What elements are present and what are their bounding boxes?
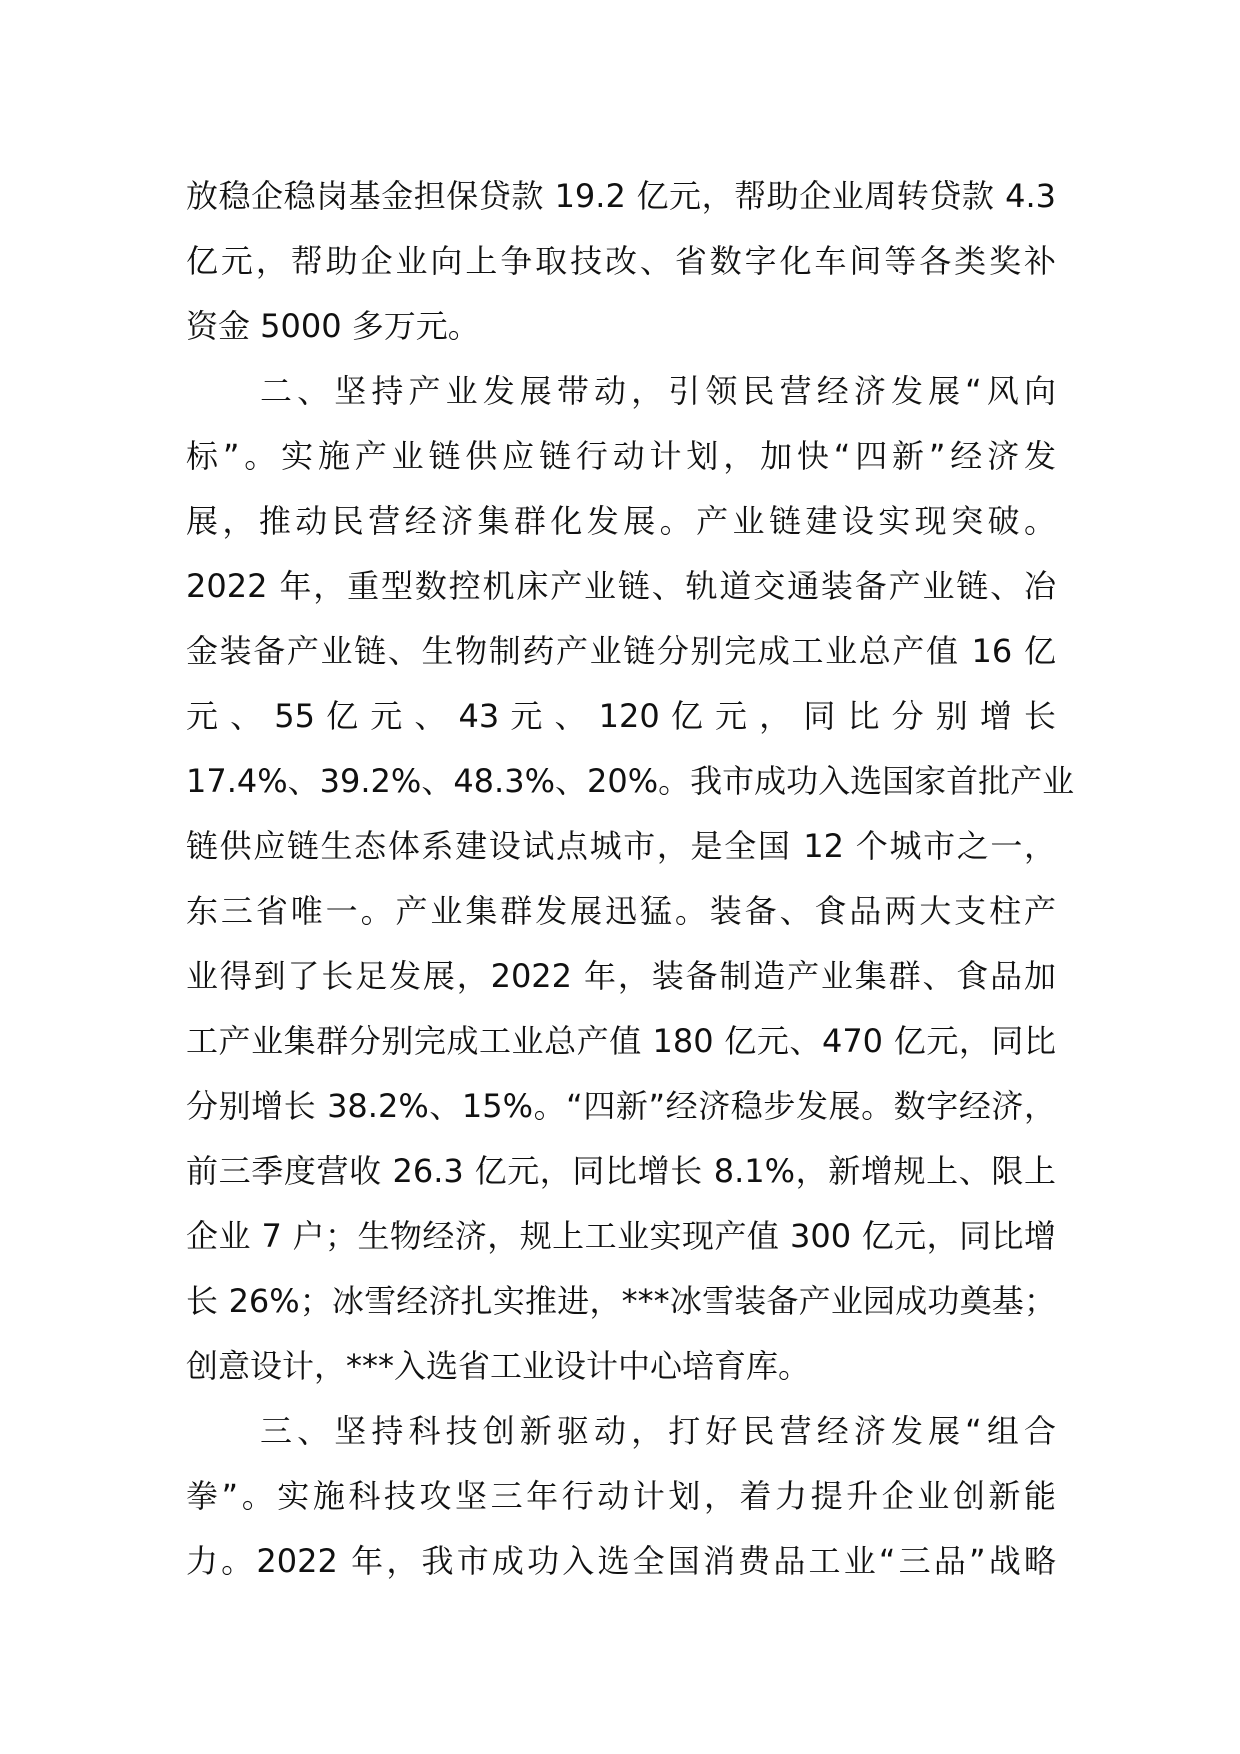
text-line-1: 放稳企稳岗基金担保贷款 19.2 亿元，帮助企业周转贷款 4.3 xyxy=(186,177,1056,215)
text-line-22: 力。2022 年，我市成功入选全国消费品工业“三品”战略 xyxy=(186,1542,1056,1580)
text-line-5: 标”。实施产业链供应链行动计划，加快“四新”经济发 xyxy=(186,437,1056,475)
text-line-13: 业得到了长足发展，2022 年，装备制造产业集群、食品加 xyxy=(186,957,1056,995)
text-line-18: 长 26%；冰雪经济扎实推进，***冰雪装备产业园成功奠基； xyxy=(186,1282,1056,1320)
text-line-12: 东三省唯一。产业集群发展迅猛。装备、食品两大支柱产 xyxy=(186,892,1056,930)
text-line-8: 金装备产业链、生物制药产业链分别完成工业总产值 16 亿 xyxy=(186,632,1056,670)
text-line-7: 2022 年，重型数控机床产业链、轨道交通装备产业链、冶 xyxy=(186,567,1056,605)
text-line-15: 分别增长 38.2%、15%。“四新”经济稳步发展。数字经济， xyxy=(186,1087,1056,1125)
text-line-2: 亿元，帮助企业向上争取技改、省数字化车间等各类奖补 xyxy=(186,242,1056,280)
section-heading-2: 二、坚持产业发展带动，引领民营经济发展“风向 xyxy=(260,372,1056,410)
text-line-19: 创意设计，***入选省工业设计中心培育库。 xyxy=(186,1347,811,1385)
text-line-21: 拳”。实施科技攻坚三年行动计划，着力提升企业创新能 xyxy=(186,1477,1056,1515)
section-heading-3: 三、坚持科技创新驱动，打好民营经济发展“组合 xyxy=(260,1412,1056,1450)
text-line-10: 17.4%、39.2%、48.3%、20%。我市成功入选国家首批产业 xyxy=(186,762,1075,800)
text-line-3: 资金 5000 多万元。 xyxy=(186,307,480,345)
document-body xyxy=(186,164,1075,1594)
text-line-9: 元 、 55 亿 元 、 43 元 、 120 亿 元 ， 同 比 分 别 增 长 xyxy=(186,697,1056,735)
text-line-6: 展，推动民营经济集群化发展。产业链建设实现突破。 xyxy=(186,502,1056,540)
text-line-14: 工产业集群分别完成工业总产值 180 亿元、470 亿元，同比 xyxy=(186,1022,1056,1060)
text-line-16: 前三季度营收 26.3 亿元，同比增长 8.1%，新增规上、限上 xyxy=(186,1152,1056,1190)
text-line-11: 链供应链生态体系建设试点城市，是全国 12 个城市之一， xyxy=(186,827,1056,865)
text-line-17: 企业 7 户；生物经济，规上工业实现产值 300 亿元，同比增 xyxy=(186,1217,1056,1255)
